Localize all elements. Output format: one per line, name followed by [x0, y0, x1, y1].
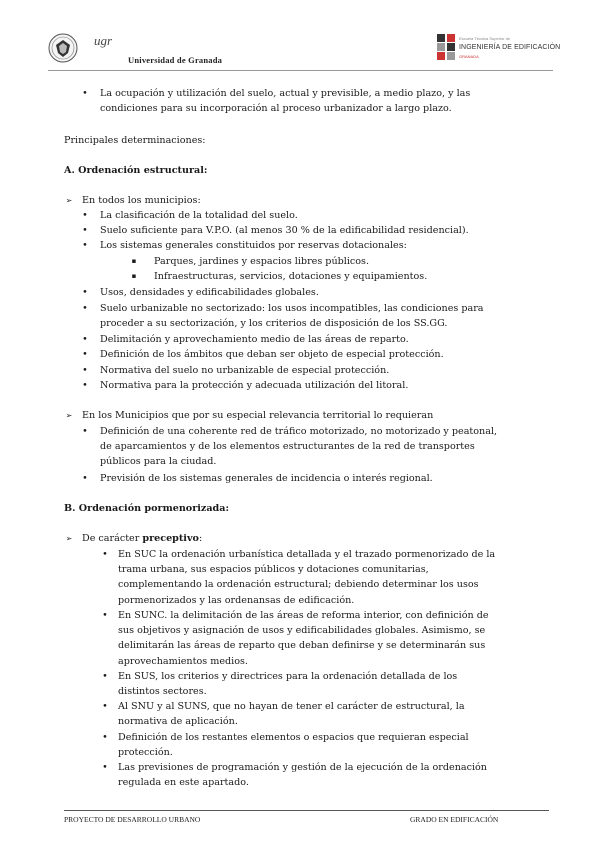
item-text: Definición de los restantes elementos o espacios que requieran especial: [118, 732, 469, 743]
school-subtitle: Escuela Técnica Superior de: [459, 36, 511, 41]
list-item: [64, 608, 549, 669]
item-text: protección.: [118, 747, 173, 759]
bullet-icon: •: [82, 210, 88, 221]
item-text: sus objetivos y asignación de usos y edificabilidades globales. Asimismo, se: [118, 625, 486, 637]
group-suffix: :: [198, 533, 203, 544]
school-logo-icon: [437, 34, 455, 60]
university-name: Universidad de Granada: [128, 55, 223, 65]
arrow-bullet-icon: ➢: [65, 534, 73, 543]
list-item: [64, 223, 549, 238]
university-seal-icon: [48, 33, 78, 63]
item-text: En SUNC. la delimitación de las áreas de reforma interior, con definición de: [118, 610, 489, 621]
item-text: Las previsiones de programación y gestión de la ejecución de la ordenación: [118, 762, 487, 773]
group-title: [64, 531, 549, 546]
item-text: Normativa para la protección y adecuada utilización del litoral.: [100, 380, 409, 391]
item-text: públicos para la ciudad.: [100, 456, 217, 468]
bullet-icon: •: [82, 240, 88, 251]
item-text: normativa de aplicación.: [118, 716, 238, 728]
list-item: [64, 471, 549, 486]
group-title: En todos los municipios:: [82, 195, 201, 206]
arrow-bullet-icon: ➢: [65, 411, 73, 420]
list-item: [64, 363, 549, 378]
bullet-icon: •: [82, 225, 88, 236]
list-item: [64, 285, 549, 300]
item-text: Suelo urbanizable no sectorizado: los usos incompatibles, las condiciones para: [100, 303, 484, 314]
list-item: [64, 332, 549, 347]
sub-list-item: [64, 254, 549, 269]
item-text: Definición de una coherente red de tráfico motorizado, no motorizado y peatonal,: [100, 426, 498, 437]
group-title: En los Municipios que por su especial relevancia territorial lo requieran: [82, 410, 434, 421]
item-text: Delimitación y aprovechamiento medio de las áreas de reparto.: [100, 334, 409, 345]
school-name: INGENIERÍA DE EDIFICACIÓN: [459, 44, 561, 51]
bullet-icon: •: [82, 365, 88, 376]
item-text: proceder a su sectorización, y los criterios de disposición de los SS.GG.: [100, 318, 448, 330]
bullet-icon: •: [82, 88, 88, 99]
subitem-text: Parques, jardines y espacios libres públicos.: [154, 256, 370, 267]
item-text: complementando la ordenación estructural; debiendo determinar los usos: [118, 579, 479, 591]
bullet-icon: •: [82, 303, 88, 314]
bullet-icon: •: [102, 701, 108, 712]
bullet-icon: •: [82, 380, 88, 391]
item-text: Previsión de los sistemas generales de incidencia o interés regional.: [100, 473, 433, 484]
principales-label: Principales determinaciones:: [64, 135, 206, 146]
item-text: regulada en este apartado.: [118, 777, 249, 789]
item-text: Al SNU y al SUNS, que no hayan de tener el carácter de estructural, la: [118, 701, 465, 712]
intro-line-2: condiciones para su incorporación al proceso urbanizador a largo plazo.: [100, 103, 452, 115]
list-item: [64, 347, 549, 362]
section-b-title: B. Ordenación pormenorizada:: [64, 503, 230, 514]
item-text: Normativa del suelo no urbanizable de especial protección.: [100, 365, 390, 376]
list-item: [64, 208, 549, 223]
group-bold: preceptivo: [142, 533, 199, 544]
sub-list-item: [64, 269, 549, 284]
item-text: distintos sectores.: [118, 686, 207, 698]
bullet-icon: •: [82, 473, 88, 484]
item-text: aprovechamientos medios.: [118, 655, 248, 667]
item-text: En SUS, los criterios y directrices para la ordenación detallada de los: [118, 671, 458, 682]
bullet-icon: •: [102, 549, 108, 560]
footer-degree: GRADO EN EDIFICACIÓN: [410, 815, 499, 824]
list-item: [64, 424, 549, 470]
arrow-bullet-icon: ➢: [65, 196, 73, 205]
item-text: de aparcamientos y de los elementos estructurantes de la red de transportes: [100, 441, 475, 453]
list-item: [64, 301, 549, 331]
intro-bullet: [64, 86, 549, 116]
list-item: [64, 760, 549, 790]
footer-divider: [64, 810, 549, 811]
item-text: pormenorizados y las ordenansas de edificación.: [118, 594, 355, 606]
list-item: [64, 238, 549, 253]
bullet-icon: •: [102, 762, 108, 773]
item-text: Usos, densidades y edificabilidades globales.: [100, 287, 319, 298]
bullet-icon: •: [82, 426, 88, 437]
list-item: [64, 547, 549, 608]
section-a-title: A. Ordenación estructural:: [64, 165, 208, 176]
item-text: Definición de los ámbitos que deban ser objeto de especial protección.: [100, 349, 444, 360]
group-prefix: De carácter: [82, 533, 143, 544]
group-preceptivo: [64, 531, 549, 546]
list-item: [64, 669, 549, 699]
subitem-text: Infraestructuras, servicios, dotaciones y equipamientos.: [154, 271, 428, 282]
intro-line-1: La ocupación y utilización del suelo, actual y previsible, a medio plazo, y las: [100, 88, 471, 99]
footer-course: PROYECTO DE DESARROLLO URBANO: [64, 815, 201, 824]
item-text: delimitarán las áreas de reparto que deban definirse y se determinarán sus: [118, 640, 486, 652]
list-item: [64, 378, 549, 393]
square-bullet-icon: ▪: [131, 272, 137, 280]
square-bullet-icon: ▪: [131, 257, 137, 265]
bullet-icon: •: [102, 732, 108, 743]
header-divider: [48, 70, 553, 71]
list-item: [64, 699, 549, 729]
ugr-logotype: ugr: [94, 33, 113, 48]
bullet-icon: •: [102, 610, 108, 621]
group-municipios-relevancia: [64, 408, 549, 423]
group-todos-municipios: [64, 193, 549, 208]
bullet-icon: •: [102, 671, 108, 682]
item-text: La clasificación de la totalidad del suelo.: [100, 210, 298, 221]
bullet-icon: •: [82, 334, 88, 345]
item-text: trama urbana, sus espacios públicos y dotaciones comunitarias,: [118, 564, 429, 576]
item-text: Suelo suficiente para V.P.O. (al menos 30 % de la edificabilidad residencial).: [100, 225, 469, 236]
list-item: [64, 730, 549, 760]
bullet-icon: •: [82, 287, 88, 298]
item-text: Los sistemas generales constituidos por reservas dotacionales:: [100, 240, 407, 251]
item-text: En SUC la ordenación urbanística detallada y el trazado pormenorizado de la: [118, 549, 496, 560]
bullet-icon: •: [82, 349, 88, 360]
school-city: GRANADA: [459, 54, 479, 59]
